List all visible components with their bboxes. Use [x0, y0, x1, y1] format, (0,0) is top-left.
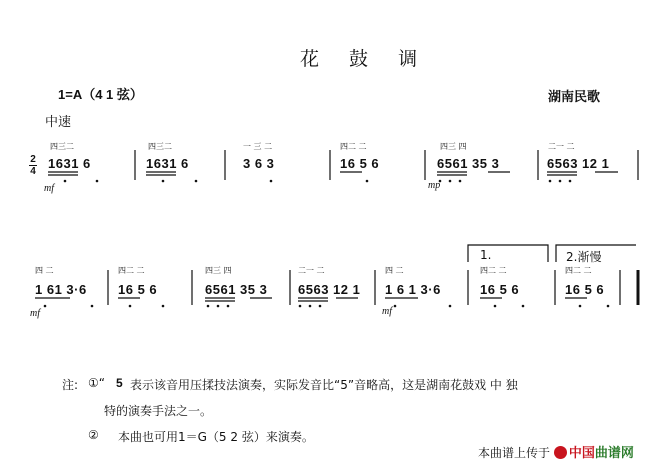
measure: 6561 35 3 — [437, 156, 500, 171]
fingering: 四 二 — [385, 266, 404, 275]
measure: 1 6 1 3·6 — [385, 282, 441, 297]
notes-label: 注: — [62, 378, 79, 392]
key-signature: 1=A（4 1 弦） — [58, 87, 143, 102]
fingering: 四三 四 — [440, 142, 467, 151]
fingering: 四二 二 — [480, 266, 507, 275]
volta-second: 2.渐慢 — [566, 250, 602, 264]
fingering: 四二 二 — [565, 266, 592, 275]
fingering: 四二 二 — [118, 266, 145, 275]
volta-first: 1. — [480, 248, 492, 262]
tempo-marking: 中速 — [45, 115, 72, 130]
fingering: 四三二 — [148, 142, 172, 151]
measure: 1631 6 — [48, 156, 91, 171]
fingering: 四三 四 — [205, 266, 232, 275]
fingering: 二一 二 — [298, 266, 325, 275]
note-2-mark: ② — [88, 428, 99, 442]
dynamic-mf: mf — [30, 308, 40, 319]
song-origin: 湖南民歌 — [548, 90, 601, 105]
measure: 16 5 6 — [340, 156, 380, 171]
dynamic-mp: mp — [428, 180, 441, 191]
fingering: 一 三 二 — [243, 142, 273, 151]
measure: 1 61 3·6 — [35, 282, 87, 297]
footer-text: 本曲谱上传于 — [478, 446, 551, 460]
fingering: 二一 二 — [548, 142, 575, 151]
note-1-text: 表示该音用压揉技法演奏，实际发音比“5”音略高，这是湖南花鼓戏 中 独 — [130, 378, 518, 392]
measure: 3 6 3 — [243, 156, 275, 171]
note-1-symbol: 5 — [116, 376, 123, 390]
meter-top: 2 — [30, 154, 36, 165]
site-logo: 中国曲谱网 — [554, 446, 634, 461]
measure: 6561 35 3 — [205, 282, 268, 297]
dynamic-mf: mf — [44, 183, 54, 194]
measure: 16 5 6 — [480, 282, 520, 297]
measure: 16 5 6 — [565, 282, 605, 297]
fingering: 四二 二 — [340, 142, 367, 151]
fingering: 四三二 — [50, 142, 74, 151]
meter-bottom: 4 — [30, 166, 36, 177]
dynamic-mf: mf — [382, 306, 392, 317]
measure: 1631 6 — [146, 156, 189, 171]
measure: 16 5 6 — [118, 282, 158, 297]
note-1-continued: 特的演奏手法之一。 — [104, 404, 213, 418]
site-logo-icon — [554, 446, 567, 459]
fingering: 四 二 — [35, 266, 54, 275]
page-title: 花 鼓 调 — [300, 48, 430, 70]
note-2-text: 本曲也可用1＝G（5 2 弦）来演奏。 — [118, 430, 314, 444]
footer-credit — [478, 442, 634, 461]
measure: 6563 12 1 — [298, 282, 361, 297]
note-1-mark: ①“ — [88, 376, 105, 390]
measure: 6563 12 1 — [547, 156, 610, 171]
